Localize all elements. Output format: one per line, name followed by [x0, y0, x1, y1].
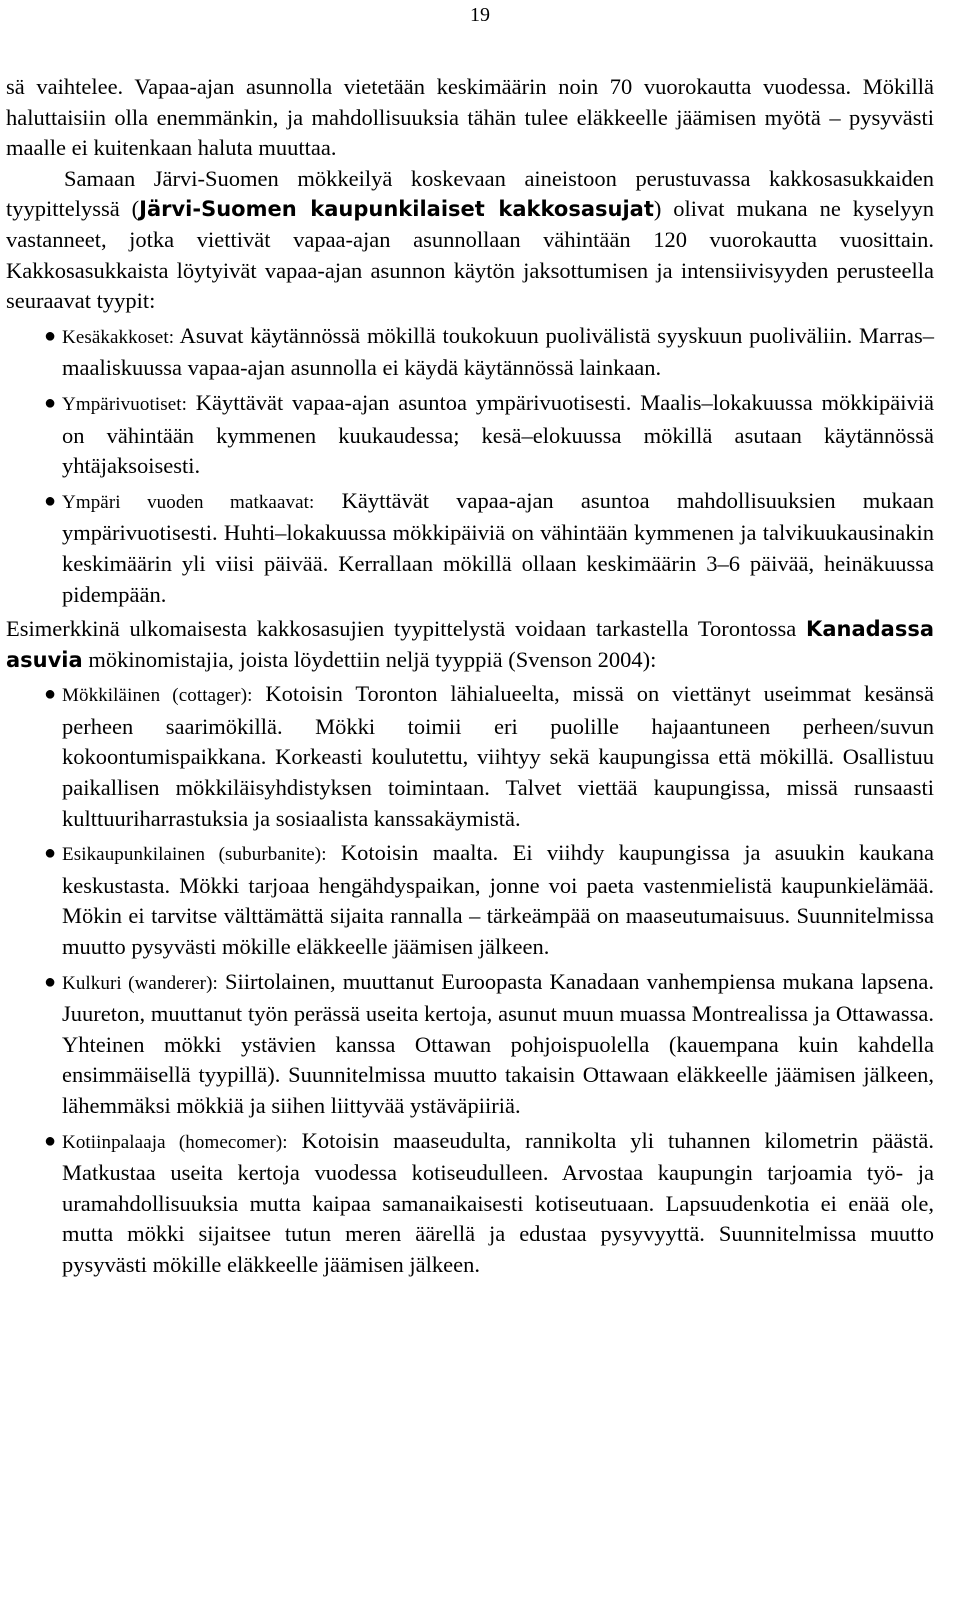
paragraph-2-text-b: ) olivat mukana ne kyselyyn vastanneet, jotka viettivät vapaa-ajan asunnollaan vähintään 120 vuorokautta vuosittain. Kakkosasukkaista löytyivät vapaa-ajan asunnon käytön jaksottumisen ja intensiivisyyden perusteella seuraavat tyypit: [6, 196, 934, 314]
list-item-text: Kotoisin Toronton lähialueelta, missä on viettänyt useimmat kesänsä perheen saarimökillä. Mökki toimii eri puolille hajaantuneen perheen/suvun kokoontumispaikkana. Korkeasti koulutettu, viihtyy sekä kaupungissa että mökillä. Osallistuu paikallisen mökkiläisyhdistyksen toimintaan. Talvet viettää kaupungissa, missä runsaasti kulttuuriharrastuksia ja sosiaalista kanssakäymistä. [62, 681, 934, 831]
list-item [44, 679, 934, 834]
paragraph-3-text-a: Esimerkkinä ulkomaisesta kakkosasujien tyypittelystä voidaan tarkastella Torontossa [6, 616, 807, 642]
bullet-icon: ● [44, 489, 57, 512]
list-item-term: Ympärivuotiset: [62, 393, 187, 415]
list-item-text: Siirtolainen, muuttanut Euroopasta Kanadaan vanhempiensa mukana lapsena. Juureton, muuttanut työn perässä useita kertoja, asunut muun muassa Montrealissa ja Ottawassa. Yhteinen mökki ystävien kanssa Ottawan pohjoispuolella (kauempana kuin kahdella ensimmäisellä tyypillä). Suunnitelmissa muutto takaisin Ottawaan eläkkeelle jäämisen jälkeen, lähemmäksi mökkiä ja siihen liittyvää ystäväpiiriä. [62, 968, 934, 1118]
bullet-icon: ● [44, 683, 57, 706]
bullet-icon: ● [44, 324, 57, 347]
paragraph-2 [6, 164, 934, 317]
list-item [44, 486, 934, 610]
list-item [44, 1126, 934, 1281]
list-item-text: Käyttävät vapaa-ajan asuntoa ympärivuotisesti. Maalis–lokakuussa mökkipäiviä on vähintään kymmenen kuukaudessa; kesä–elokuussa mökillä asutaan käytännössä yhtäjaksoisesti. [62, 389, 934, 479]
page-number: 19 [470, 4, 490, 26]
paragraph-2-bold: Järvi-Suomen kaupunkilaiset kakkosasujat [139, 197, 654, 222]
types-list-canada [6, 679, 934, 1280]
bullet-icon: ● [44, 970, 57, 993]
list-item [44, 967, 934, 1122]
paragraph-1: sä vaihtelee. Vapaa-ajan asunnolla vietetään keskimäärin noin 70 vuorokautta vuodessa. Mökillä haluttaisiin olla enemmänkin, ja mahdollisuuksia tähän tulee eläkkeelle jäämisen myötä – pysyvästi maalle ei kuitenkaan haluta muuttaa. [6, 74, 934, 161]
list-item-text: Asuvat käytännössä mökillä toukokuun puolivälistä syyskuun puoliväliin. Marras–maaliskuussa vapaa-ajan asunnolla ei käydä käytännössä lainkaan. [62, 322, 934, 381]
list-item-text: Kotoisin maaseudulta, rannikolta yli tuhannen kilometrin päästä. Matkustaa useita kertoja vuodessa kotiseudulleen. Arvostaa kaupungin tarjoamia työ- ja uramahdollisuuksia mutta kaipaa samanaikaisesti kotiseutuaan. Lapsuudenkotia ei enää ole, mutta mökki sijaitsee tutun meren äärellä ja edustaa pysyvyyttä. Suunnitelmissa muutto pysyvästi mökille eläkkeelle jäämisen jälkeen. [62, 1127, 934, 1277]
paragraph-3 [6, 614, 934, 675]
types-list-finland [6, 321, 934, 610]
bullet-icon: ● [44, 391, 57, 414]
list-item-term: Esikaupunkilainen (suburbanite): [62, 844, 327, 866]
paragraph-3-text-b: mökinomistajia, joista löydettiin neljä tyyppiä (Svenson 2004): [82, 646, 657, 672]
list-item [44, 321, 934, 384]
list-item-term: Kulkuri (wanderer): [62, 972, 218, 994]
list-item-text: Kotoisin maalta. Ei viihdy kaupungissa ja asuukin kaukana keskustasta. Mökki tarjoaa hengähdyspaikan, jonne voi paeta vastenmielistä kaupunkielämää. Mökin ei tarvitse välttämättä sijaita rannalla – tärkeämpää on maaseutumaisuus. Suunnitelmissa muutto pysyvästi mökille eläkkeelle jäämisen jälkeen. [62, 840, 934, 960]
paragraph-3-bold: Kanadassa asuvia [6, 617, 934, 672]
list-item-term: Ympäri vuoden matkaavat: [62, 491, 315, 513]
document-body [6, 72, 934, 1285]
list-item [44, 838, 934, 962]
list-item [44, 388, 934, 482]
list-item-text: Käyttävät vapaa-ajan asuntoa mahdollisuuksien mukaan ympärivuotisesti. Huhti–lokakuussa mökkipäiviä on vähintään kymmenen ja talvikuukausinakin keskimäärin yli viisi päivää. Kerrallaan mökillä ollaan keskimäärin 3–6 päivää, heinäkuussa pidempään. [62, 487, 934, 607]
bullet-icon: ● [44, 842, 57, 865]
list-item-term: Kotiinpalaaja (homecomer): [62, 1131, 288, 1153]
bullet-icon: ● [44, 1129, 57, 1152]
paragraph-2-text-a: Samaan Järvi-Suomen mökkeilyä koskevaan aineistoon perustuvassa kakkosasukkaiden tyypittelyssä ( [6, 165, 934, 222]
list-item-term: Mökkiläinen (cottager): [62, 685, 253, 707]
list-item-term: Kesäkakkoset: [62, 326, 175, 348]
